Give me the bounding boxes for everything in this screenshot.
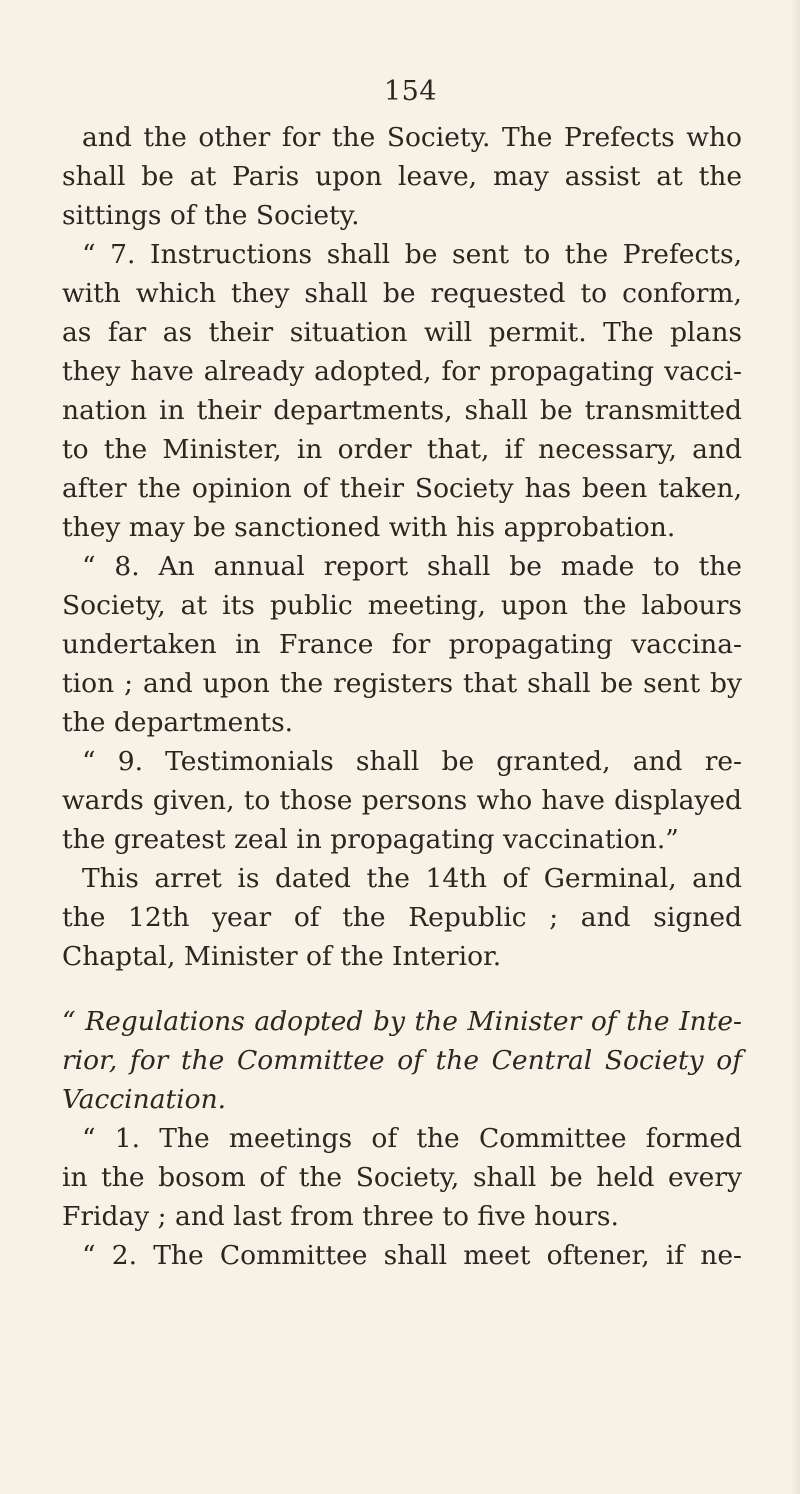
text-line: “ 1. The meetings of the Committee formed [82,1123,742,1154]
text-line: the 12th year of the Republic ; and signed [62,902,742,933]
body-text [62,118,742,1275]
text-line: with which they shall be requested to conform, [62,278,742,309]
text-line: nation in their departments, shall be transmitted [62,395,742,426]
text-line: Friday ; and last from three to five hours. [62,1201,619,1232]
text-line: in the bosom of the Society, shall be held every [62,1162,742,1193]
text-line: they may be sanctioned with his approbation. [62,512,676,543]
text-line: sittings of the Society. [62,200,360,231]
text-line: the greatest zeal in propagating vaccination.” [62,824,679,855]
text-line: and the other for the Society. The Prefects who [82,122,742,153]
text-line: tion ; and upon the registers that shall be sent by [62,668,742,699]
page-edge-shadow [790,0,800,1494]
text-line: “ 9. Testimonials shall be granted, and re- [82,746,742,777]
section-heading-line: rior, for the Committee of the Central Society of [62,1045,742,1076]
text-line: “ 2. The Committee shall meet oftener, if ne- [82,1240,742,1271]
text-line: shall be at Paris upon leave, may assist at the [62,161,742,192]
text-line: “ 8. An annual report shall be made to the [82,551,742,582]
section-heading-line: “ Regulations adopted by the Minister of the Inte- [62,1006,742,1037]
text-line: the departments. [62,707,294,738]
text-line: as far as their situation will permit. The plans [62,317,742,348]
section-heading-line: Vaccination. [62,1084,227,1115]
text-line: wards given, to those persons who have displayed [62,785,742,816]
text-line: “ 7. Instructions shall be sent to the Prefects, [82,239,742,270]
text-line: Chaptal, Minister of the Interior. [62,941,502,972]
text-line: undertaken in France for propagating vaccina- [62,629,742,660]
page-number: 154 [384,76,438,107]
text-line: they have already adopted, for propagating vacci- [62,356,742,387]
text-line: Society, at its public meeting, upon the labours [62,590,742,621]
section-gap [62,976,742,1002]
text-line: after the opinion of their Society has been taken, [62,473,742,504]
text-line: This arret is dated the 14th of Germinal, and [82,863,742,894]
text-line: to the Minister, in order that, if necessary, and [62,434,742,465]
